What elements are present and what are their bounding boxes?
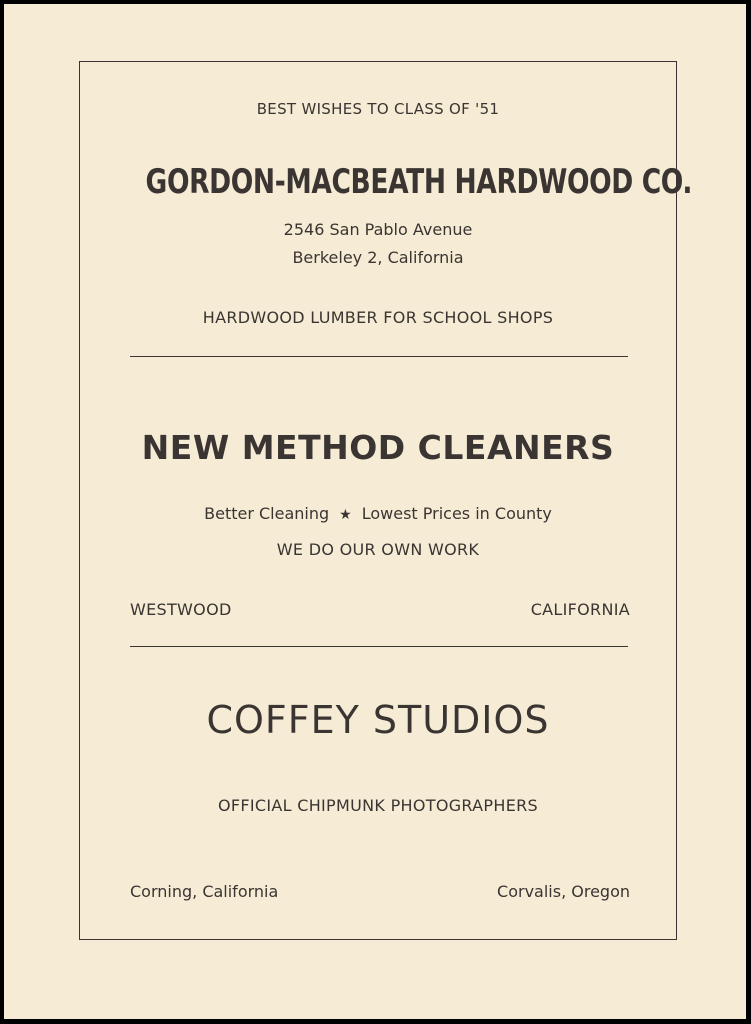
gordon-address-street: 2546 San Pablo Avenue [283, 220, 473, 239]
new-method-location-left: WESTWOOD [130, 600, 232, 619]
section-divider-1 [130, 356, 628, 357]
coffey-location-left: Corning, California [130, 882, 279, 901]
gordon-slogan: HARDWOOD LUMBER FOR SCHOOL SHOPS [202, 308, 554, 327]
new-method-slogan: WE DO OUR OWN WORK [276, 540, 480, 559]
new-method-feature-1: Better Cleaning [204, 504, 330, 523]
new-method-features [80, 504, 676, 523]
star-icon: ★ [339, 507, 352, 523]
coffey-slogan: OFFICIAL CHIPMUNK PHOTOGRAPHERS [217, 796, 538, 815]
coffey-studios-name: COFFEY STUDIOS [206, 698, 550, 742]
gordon-company-name: GORDON-MACBEATH HARDWOOD CO. [145, 162, 693, 202]
gordon-address-city: Berkeley 2, California [292, 248, 464, 267]
coffey-location-right: Corvalis, Oregon [497, 882, 630, 901]
new-method-location-right: CALIFORNIA [530, 600, 630, 619]
gordon-tagline: BEST WISHES TO CLASS OF '51 [256, 100, 500, 118]
section-divider-2 [130, 646, 628, 647]
new-method-feature-2: Lowest Prices in County [361, 504, 552, 523]
yearbook-ad-page [4, 4, 746, 1019]
ad-border-frame [79, 61, 693, 940]
new-method-name: NEW METHOD CLEANERS [141, 428, 615, 467]
